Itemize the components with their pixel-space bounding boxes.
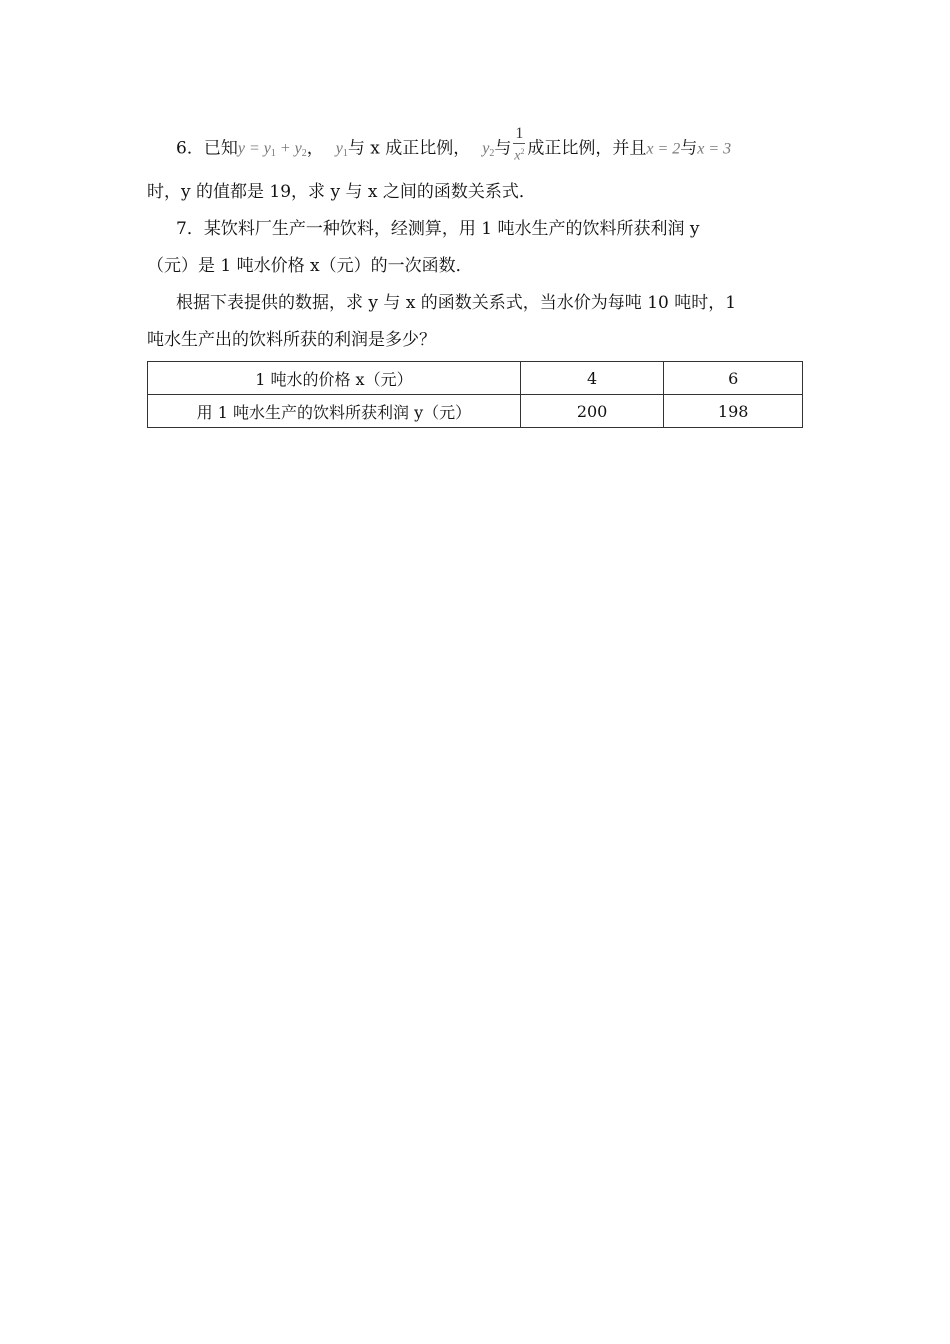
table-cell: 用 1 吨水生产的饮料所获利润 y（元） [148,395,521,428]
variable-y1: $y_1$ [335,140,348,160]
problem-7-line-2: （元）是 1 吨水价格 x（元）的一次函数． [147,256,473,276]
fraction-one-over-x-squared: $\frac{1}{x^2}$ [514,125,525,164]
table-cell: 198 [664,395,803,428]
table-cell: 4 [520,362,664,395]
problem-6-text-b: 与 x 成正比例， [347,138,471,159]
table-cell: 6 [664,362,803,395]
comma: ， [306,138,324,159]
problem-7-line-4: 吨水生产出的饮料所获的利润是多少？ [147,330,436,350]
problem-6-line-2: 时，y 的值都是 19，求 y 与 x 之间的函数关系式． [147,182,536,202]
problem-7-line-3: 根据下表提供的数据，求 y 与 x 的函数关系式，当水价为每吨 10 吨时，1 [176,293,737,313]
problem-6-text-c: 与 [494,138,512,159]
problem-6-text-a: 已知 [203,138,238,159]
water-price-profit-table [147,361,803,428]
problem-6-number: 6． [176,138,204,159]
condition-x-equals-3: x = 3 [697,140,732,158]
equation-y-sum: $y = y_1 + y_2$ [237,140,307,160]
table-row [148,395,803,428]
problem-6-text-e: 与 [680,138,698,159]
table-row [148,362,803,395]
variable-y2: $y_2$ [482,140,495,160]
problem-6-text-d: 成正比例，并且 [527,138,647,159]
condition-x-equals-2: x = 2 [646,140,681,158]
problem-7-line-1: 7．某饮料厂生产一种饮料，经测算，用 1 吨水生产的饮料所获利润 y [176,219,700,239]
problem-6-line-1 [176,125,732,169]
table-cell: 200 [520,395,664,428]
table-cell: 1 吨水的价格 x（元） [148,362,521,395]
